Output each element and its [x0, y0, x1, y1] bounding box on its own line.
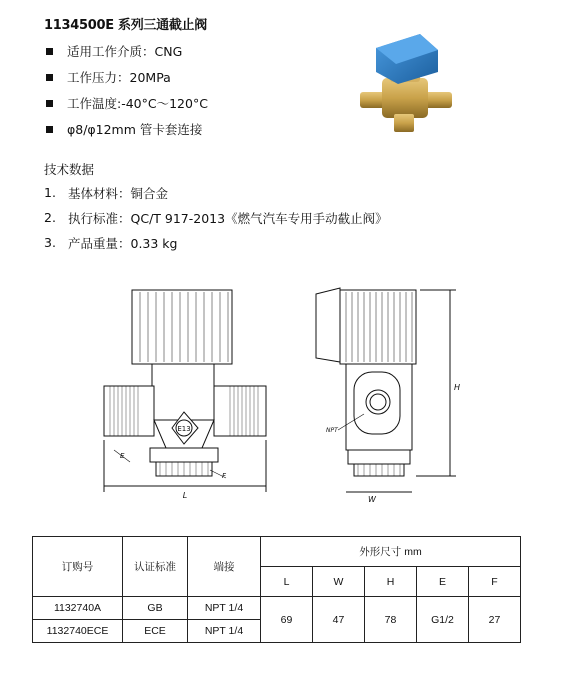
feature-text: 工作温度:-40°C～120°C — [67, 96, 208, 111]
header-dim-F: F — [469, 567, 521, 597]
tech-data-list — [44, 180, 388, 255]
bullet-square-icon — [46, 74, 53, 81]
npt-label: NPT — [326, 427, 338, 434]
feature-list — [44, 38, 208, 142]
cell-dim-F: 27 — [469, 597, 521, 643]
tech-item-number: 1. — [44, 185, 56, 200]
cell-dim-H: 78 — [365, 597, 417, 643]
cell-dim-L: 69 — [261, 597, 313, 643]
cell-dim-W: 47 — [313, 597, 365, 643]
technical-drawing — [90, 280, 490, 510]
bullet-square-icon — [46, 126, 53, 133]
dimension-F-label: F — [222, 472, 227, 480]
dimension-E-label: E — [120, 452, 125, 460]
header-dimensions: 外形尺寸 mm — [261, 537, 521, 567]
dimension-L-label: L — [182, 491, 188, 500]
dimension-H-label: H — [454, 383, 461, 392]
feature-text: φ8/φ12mm 管卡套连接 — [67, 122, 203, 137]
cell-dim-E: G1/2 — [417, 597, 469, 643]
dimension-W-label: W — [368, 495, 376, 504]
bullet-square-icon — [46, 100, 53, 107]
header-dim-W: W — [313, 567, 365, 597]
header-order-number: 订购号 — [33, 537, 123, 597]
tech-item-text: 产品重量：0.33 kg — [68, 235, 178, 251]
cell-order: 1132740A — [33, 597, 123, 620]
header-dim-E: E — [417, 567, 469, 597]
cell-port: NPT 1/4 — [188, 620, 261, 643]
side-view — [316, 288, 460, 504]
feature-text: 适用工作介质：CNG — [67, 44, 183, 59]
table-row — [33, 597, 521, 620]
tech-item-number: 2. — [44, 210, 56, 225]
cell-cert: ECE — [123, 620, 188, 643]
tech-item-text: 执行标准：QC/T 917-2013《燃气汽车专用手动截止阀》 — [68, 210, 388, 226]
tech-item — [44, 180, 388, 205]
tech-item-number: 3. — [44, 235, 56, 250]
header-certification: 认证标准 — [123, 537, 188, 597]
tech-item — [44, 230, 388, 255]
cell-port: NPT 1/4 — [188, 597, 261, 620]
bullet-square-icon — [46, 48, 53, 55]
tech-item — [44, 205, 388, 230]
feature-item — [44, 38, 208, 64]
cert-mark-label: E13 — [177, 425, 191, 433]
cell-order: 1132740ECE — [33, 620, 123, 643]
cell-cert: GB — [123, 597, 188, 620]
header-dim-L: L — [261, 567, 313, 597]
front-view — [104, 290, 266, 500]
feature-text: 工作压力：20MPa — [67, 70, 171, 85]
header-port: 端接 — [188, 537, 261, 597]
spec-table — [32, 536, 521, 643]
feature-item — [44, 64, 208, 90]
feature-item — [44, 90, 208, 116]
header-dim-H: H — [365, 567, 417, 597]
feature-item — [44, 116, 208, 142]
valve-product-photo — [346, 28, 466, 140]
tech-item-text: 基体材料：铜合金 — [68, 185, 169, 201]
tech-data-heading: 技术数据 — [44, 162, 95, 177]
product-title: 1134500E 系列三通截止阀 — [44, 18, 207, 33]
